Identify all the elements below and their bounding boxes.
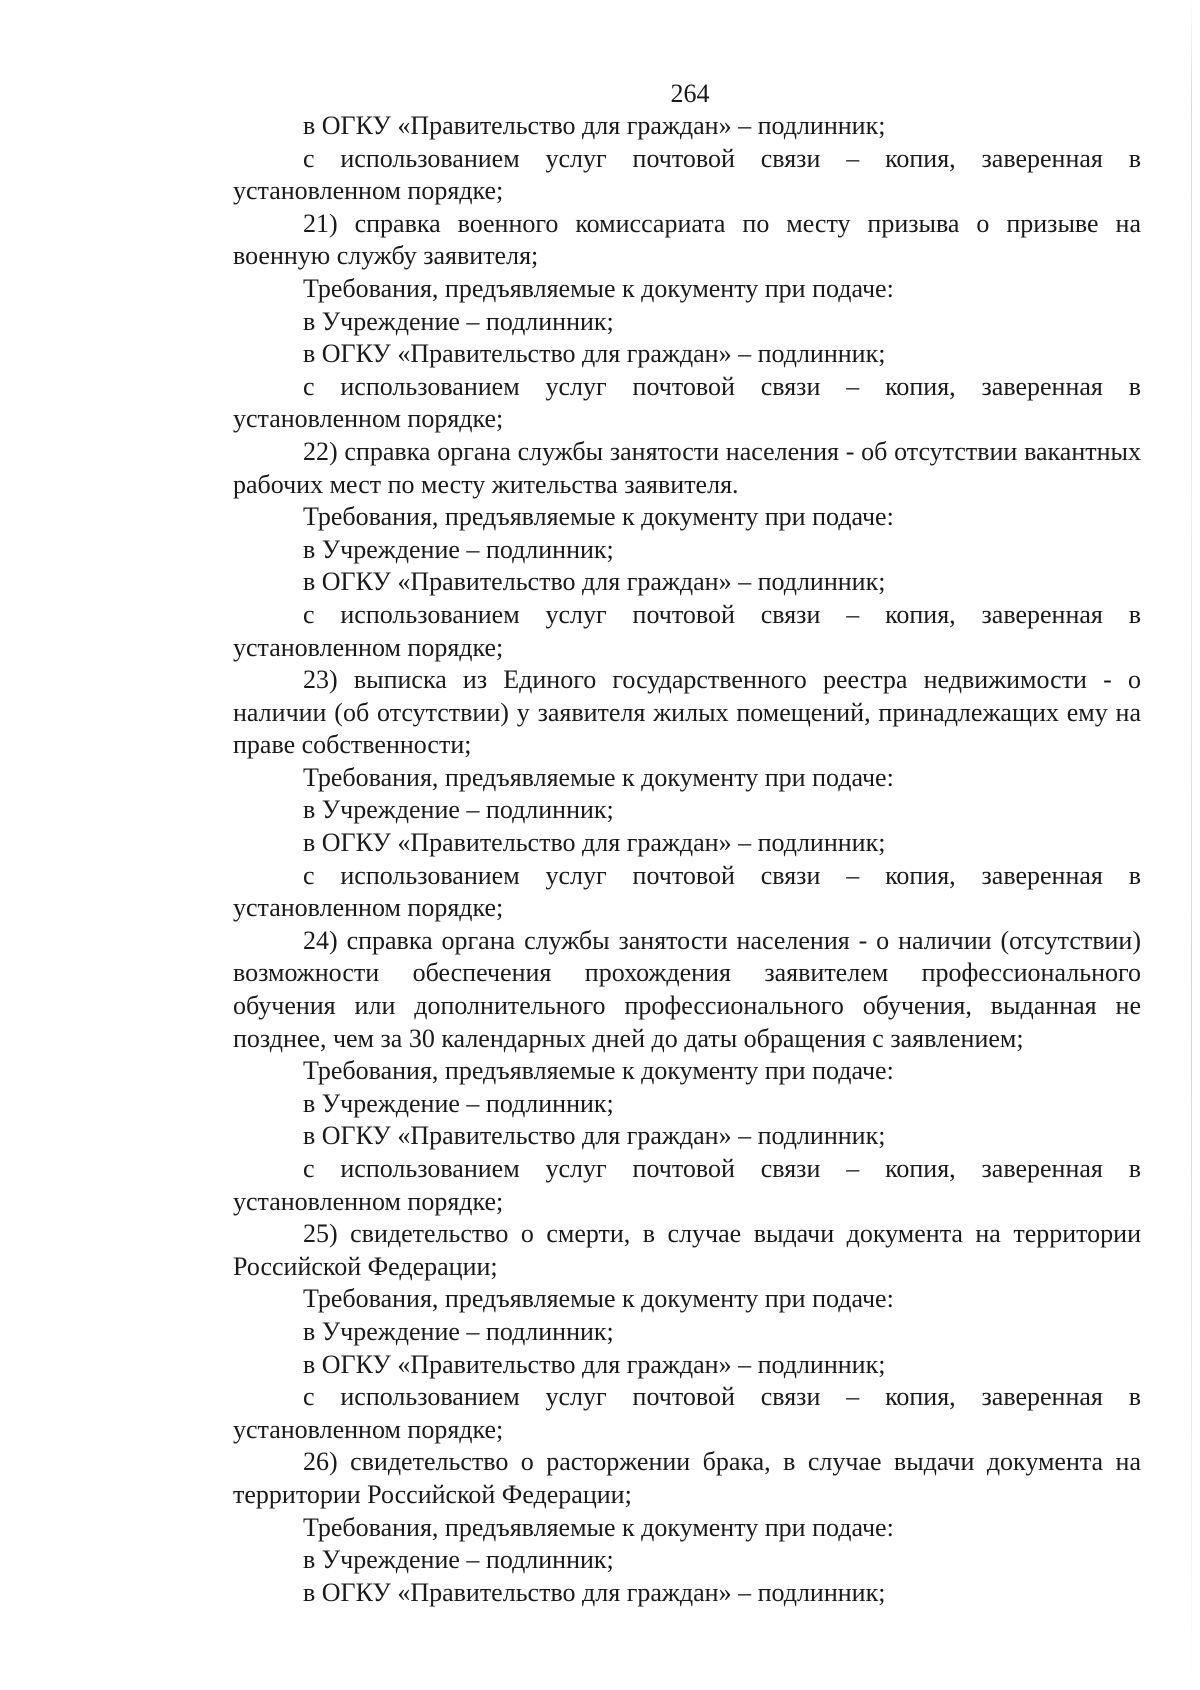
- paragraph: с использованием услуг почтовой связи – копия, заверенная в установленном порядке;: [233, 599, 1141, 662]
- paragraph: в Учреждение – подлинник;: [303, 795, 614, 825]
- list-item-26: 26) свидетельство о расторжении брака, в случае выдачи документа на территории Российской Федерации;: [233, 1447, 1141, 1509]
- list-item-24: 24) справка органа службы занятости населения - о наличии (отсутствии) возможности обеспечения прохождения заявителем профессионального обучения или дополнительного профессионального обучения, выданная не позднее, чем за 30 календарных дней до даты обращения с заявлением;: [233, 925, 1141, 1053]
- paragraph: Требования, предъявляемые к документу при подаче:: [303, 502, 894, 532]
- paragraph: с использованием услуг почтовой связи – копия, заверенная в установленном порядке;: [233, 371, 1141, 434]
- paragraph: с использованием услуг почтовой связи – копия, заверенная в установленном порядке;: [233, 1382, 1141, 1444]
- paragraph: в ОГКУ «Правительство для граждан» – подлинник;: [303, 567, 886, 597]
- list-item-23: 23) выписка из Единого государственного реестра недвижимости - о наличии (об отсутствии) у заявителя жилых помещений, принадлежащих ему на праве собственности;: [233, 665, 1141, 760]
- paragraph: в ОГКУ «Правительство для граждан» – подлинник;: [303, 111, 886, 140]
- paragraph: Требования, предъявляемые к документу при подаче:: [303, 762, 894, 792]
- list-item-25: 25) свидетельство о смерти, в случае выдачи документа на территории Российской Федерации;: [233, 1219, 1141, 1281]
- paragraph: с использованием услуг почтовой связи – копия, заверенная в установленном порядке;: [233, 860, 1141, 923]
- paragraph: в ОГКУ «Правительство для граждан» – подлинник;: [303, 828, 886, 858]
- scan-edge-line: [1191, 0, 1192, 1690]
- paragraph: Требования, предъявляемые к документу при подаче:: [303, 1284, 894, 1314]
- paragraph: в Учреждение – подлинник;: [303, 306, 614, 336]
- list-item-22: 22) справка органа службы занятости населения - об отсутствии вакантных рабочих мест по месту жительства заявителя.: [233, 436, 1141, 499]
- page-number: 264: [670, 79, 710, 108]
- paragraph: с использованием услуг почтовой связи – копия, заверенная в установленном порядке;: [233, 143, 1141, 206]
- paragraph: в Учреждение – подлинник;: [303, 534, 614, 564]
- paragraph: в Учреждение – подлинник;: [303, 1316, 614, 1346]
- paragraph: в Учреждение – подлинник;: [303, 1545, 614, 1575]
- paragraph: Требования, предъявляемые к документу при подаче:: [303, 273, 894, 303]
- paragraph: Требования, предъявляемые к документу при подаче:: [303, 1512, 894, 1542]
- paragraph: с использованием услуг почтовой связи – копия, заверенная в установленном порядке;: [233, 1154, 1141, 1216]
- paragraph: в Учреждение – подлинник;: [303, 1088, 614, 1118]
- paragraph: в ОГКУ «Правительство для граждан» – подлинник;: [303, 339, 886, 369]
- list-item-21: 21) справка военного комиссариата по месту призыва о призыве на военную службу заявителя;: [233, 208, 1141, 271]
- paragraph: Требования, предъявляемые к документу при подаче:: [303, 1056, 894, 1086]
- paragraph: в ОГКУ «Правительство для граждан» – подлинник;: [303, 1121, 886, 1151]
- document-body: [233, 110, 1141, 1609]
- paragraph: в ОГКУ «Правительство для граждан» – подлинник;: [303, 1577, 886, 1607]
- paragraph: в ОГКУ «Правительство для граждан» – подлинник;: [303, 1349, 886, 1379]
